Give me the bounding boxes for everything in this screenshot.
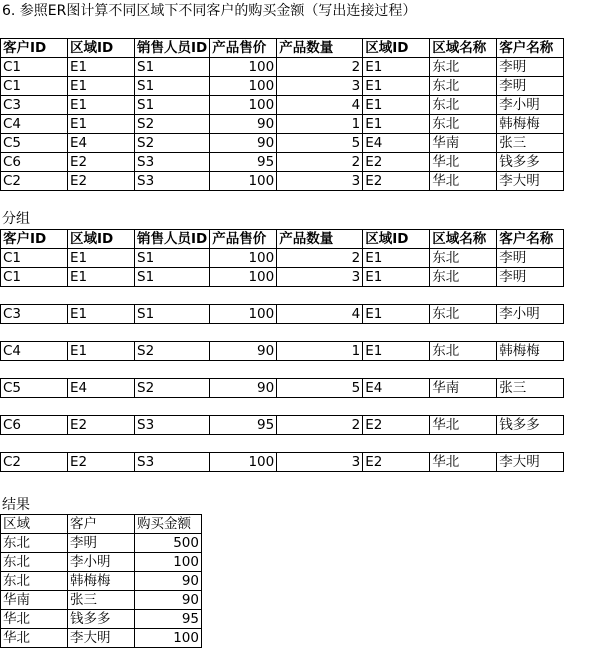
table-cell: 华北 [430, 172, 497, 191]
group-row [1, 268, 564, 287]
table-cell: S3 [135, 172, 210, 191]
header-cell: 客户ID [1, 39, 68, 58]
header-cell: 产品售价 [210, 230, 277, 249]
table-cell: 100 [210, 268, 277, 287]
header-cell: 区域ID [68, 230, 135, 249]
spacer-cell [363, 324, 430, 342]
table-row [1, 134, 564, 153]
result-cell: 韩梅梅 [68, 572, 135, 591]
table-cell: E2 [363, 416, 430, 435]
spacer-cell [135, 398, 210, 416]
table-cell: C6 [1, 416, 68, 435]
table-cell: 华北 [430, 453, 497, 472]
table-cell: 5 [277, 134, 363, 153]
table-cell: S3 [135, 416, 210, 435]
result-row [1, 553, 202, 572]
result-row [1, 534, 202, 553]
header-cell: 区域ID [363, 39, 430, 58]
spacer-cell [497, 435, 564, 453]
group-row [1, 453, 564, 472]
spacer-cell [363, 435, 430, 453]
spacer-cell [430, 287, 497, 305]
table-cell: E4 [68, 379, 135, 398]
table-cell: 东北 [430, 77, 497, 96]
table-cell: 5 [277, 379, 363, 398]
spacer-cell [1, 435, 68, 453]
result-header-cell: 购买金额 [135, 515, 202, 534]
table-cell: C5 [1, 134, 68, 153]
table-cell: S1 [135, 96, 210, 115]
table-cell: 2 [277, 416, 363, 435]
table-cell: 100 [210, 305, 277, 324]
table-cell: E1 [363, 305, 430, 324]
table-cell: C4 [1, 342, 68, 361]
table-cell: 90 [210, 379, 277, 398]
result-row [1, 572, 202, 591]
table-cell: C3 [1, 305, 68, 324]
table-cell: 100 [210, 58, 277, 77]
spacer-cell [277, 324, 363, 342]
header-cell: 产品数量 [277, 230, 363, 249]
header-cell: 销售人员ID [135, 39, 210, 58]
table-cell: S3 [135, 453, 210, 472]
spacer-cell [363, 361, 430, 379]
table-cell: 95 [210, 416, 277, 435]
result-cell: 100 [135, 629, 202, 648]
header-cell: 区域名称 [430, 39, 497, 58]
table-cell: 东北 [430, 342, 497, 361]
group-label: 分组 [2, 211, 30, 227]
table-cell: 100 [210, 249, 277, 268]
table-cell: 李明 [497, 77, 564, 96]
spacer-cell [277, 435, 363, 453]
table-cell: 100 [210, 77, 277, 96]
table-cell: E2 [68, 453, 135, 472]
table-cell: 2 [277, 58, 363, 77]
spacer-cell [497, 324, 564, 342]
spacer-cell [1, 324, 68, 342]
table-cell: 1 [277, 115, 363, 134]
table-cell: 1 [277, 342, 363, 361]
spacer-cell [1, 398, 68, 416]
group-row [1, 379, 564, 398]
table-cell: C1 [1, 249, 68, 268]
table-cell: E2 [363, 453, 430, 472]
spacer-cell [1, 361, 68, 379]
table-cell: E4 [363, 134, 430, 153]
spacer-cell [430, 398, 497, 416]
table-cell: C6 [1, 153, 68, 172]
table-cell: 东北 [430, 96, 497, 115]
header-cell: 客户名称 [497, 39, 564, 58]
group-spacer-row [1, 361, 564, 379]
table-row [1, 115, 564, 134]
table-cell: 李大明 [497, 453, 564, 472]
spacer-cell [363, 287, 430, 305]
group-row [1, 416, 564, 435]
table-cell: C2 [1, 453, 68, 472]
table-cell: 华南 [430, 134, 497, 153]
table-cell: E2 [363, 172, 430, 191]
table-cell: S1 [135, 58, 210, 77]
table-cell: 东北 [430, 305, 497, 324]
header-cell: 销售人员ID [135, 230, 210, 249]
table-cell: S3 [135, 153, 210, 172]
result-cell: 李明 [68, 534, 135, 553]
result-cell: 张三 [68, 591, 135, 610]
table-cell: S1 [135, 268, 210, 287]
table-cell: 华北 [430, 153, 497, 172]
table-cell: 韩梅梅 [497, 342, 564, 361]
table-cell: 95 [210, 153, 277, 172]
table-cell: C4 [1, 115, 68, 134]
table-cell: E1 [68, 249, 135, 268]
result-cell: 100 [135, 553, 202, 572]
table-cell: 2 [277, 153, 363, 172]
group-row [1, 342, 564, 361]
grouped-table [0, 229, 564, 472]
table-cell: S2 [135, 379, 210, 398]
spacer-cell [68, 287, 135, 305]
table-cell: 张三 [497, 379, 564, 398]
table-cell: E1 [363, 249, 430, 268]
spacer-cell [497, 398, 564, 416]
header-cell: 产品售价 [210, 39, 277, 58]
spacer-cell [497, 361, 564, 379]
result-cell: 李小明 [68, 553, 135, 572]
table-cell: E1 [363, 342, 430, 361]
result-cell: 东北 [1, 553, 68, 572]
table-cell: S1 [135, 77, 210, 96]
spacer-cell [135, 287, 210, 305]
table-cell: E4 [363, 379, 430, 398]
spacer-cell [497, 287, 564, 305]
spacer-cell [430, 435, 497, 453]
group-spacer-row [1, 398, 564, 416]
spacer-cell [430, 324, 497, 342]
question-title: 6. 参照ER图计算不同区域下不同客户的购买金额（写出连接过程） [2, 3, 417, 19]
table-cell: C2 [1, 172, 68, 191]
table-cell: S2 [135, 342, 210, 361]
table-cell: 钱多多 [497, 416, 564, 435]
spacer-cell [210, 361, 277, 379]
table-cell: 韩梅梅 [497, 115, 564, 134]
result-cell: 华南 [1, 591, 68, 610]
table-cell: S1 [135, 249, 210, 268]
spacer-cell [277, 287, 363, 305]
table-cell: E1 [68, 96, 135, 115]
table-cell: 李小明 [497, 96, 564, 115]
table-cell: 东北 [430, 268, 497, 287]
joined-table [0, 38, 564, 191]
table-row [1, 172, 564, 191]
table-cell: 钱多多 [497, 153, 564, 172]
table-cell: E1 [363, 115, 430, 134]
table-cell: 华北 [430, 416, 497, 435]
table-cell: C1 [1, 77, 68, 96]
table-cell: E1 [68, 77, 135, 96]
spacer-cell [68, 398, 135, 416]
header-cell: 客户名称 [497, 230, 564, 249]
result-table [0, 514, 202, 648]
table-cell: E4 [68, 134, 135, 153]
table-cell: 2 [277, 249, 363, 268]
table-cell: 90 [210, 134, 277, 153]
spacer-cell [135, 435, 210, 453]
table-cell: E2 [68, 172, 135, 191]
table-cell: E1 [363, 58, 430, 77]
table-cell: E1 [68, 305, 135, 324]
table-cell: 3 [277, 453, 363, 472]
spacer-cell [430, 361, 497, 379]
joined-header-row [1, 39, 564, 58]
table-cell: 张三 [497, 134, 564, 153]
result-label: 结果 [2, 497, 30, 513]
table-cell: E2 [363, 153, 430, 172]
table-cell: 李明 [497, 58, 564, 77]
table-cell: C1 [1, 268, 68, 287]
group-header-row [1, 230, 564, 249]
spacer-cell [68, 324, 135, 342]
header-cell: 区域ID [363, 230, 430, 249]
table-cell: 100 [210, 96, 277, 115]
table-cell: E1 [363, 268, 430, 287]
spacer-cell [210, 287, 277, 305]
result-cell: 500 [135, 534, 202, 553]
table-row [1, 153, 564, 172]
table-cell: 90 [210, 115, 277, 134]
table-cell: E2 [68, 153, 135, 172]
spacer-cell [68, 361, 135, 379]
table-cell: E1 [68, 115, 135, 134]
table-cell: 100 [210, 453, 277, 472]
table-cell: S1 [135, 305, 210, 324]
spacer-cell [277, 361, 363, 379]
table-row [1, 77, 564, 96]
result-header-row [1, 515, 202, 534]
spacer-cell [135, 324, 210, 342]
table-cell: 3 [277, 172, 363, 191]
table-cell: 3 [277, 268, 363, 287]
spacer-cell [277, 398, 363, 416]
table-cell: 90 [210, 342, 277, 361]
table-cell: E1 [363, 96, 430, 115]
result-cell: 东北 [1, 572, 68, 591]
table-cell: C3 [1, 96, 68, 115]
table-cell: S2 [135, 115, 210, 134]
table-cell: E2 [68, 416, 135, 435]
result-row [1, 629, 202, 648]
group-spacer-row [1, 287, 564, 305]
table-cell: C1 [1, 58, 68, 77]
table-row [1, 96, 564, 115]
result-cell: 李大明 [68, 629, 135, 648]
table-cell: 东北 [430, 249, 497, 268]
result-row [1, 591, 202, 610]
table-cell: 李明 [497, 249, 564, 268]
spacer-cell [363, 398, 430, 416]
table-cell: 李大明 [497, 172, 564, 191]
table-cell: 东北 [430, 58, 497, 77]
result-cell: 东北 [1, 534, 68, 553]
spacer-cell [68, 435, 135, 453]
table-cell: 4 [277, 305, 363, 324]
header-cell: 客户ID [1, 230, 68, 249]
result-cell: 华北 [1, 610, 68, 629]
table-cell: 3 [277, 77, 363, 96]
spacer-cell [135, 361, 210, 379]
result-header-cell: 客户 [68, 515, 135, 534]
result-header-cell: 区域 [1, 515, 68, 534]
table-cell: 东北 [430, 115, 497, 134]
header-cell: 区域名称 [430, 230, 497, 249]
table-cell: 华南 [430, 379, 497, 398]
spacer-cell [210, 435, 277, 453]
table-cell: 100 [210, 172, 277, 191]
spacer-cell [210, 398, 277, 416]
table-cell: E1 [68, 268, 135, 287]
result-row [1, 610, 202, 629]
result-cell: 华北 [1, 629, 68, 648]
result-cell: 90 [135, 591, 202, 610]
header-cell: 区域ID [68, 39, 135, 58]
result-cell: 90 [135, 572, 202, 591]
group-row [1, 305, 564, 324]
table-cell: E1 [68, 342, 135, 361]
group-row [1, 249, 564, 268]
header-cell: 产品数量 [277, 39, 363, 58]
group-spacer-row [1, 324, 564, 342]
table-row [1, 58, 564, 77]
result-cell: 95 [135, 610, 202, 629]
table-cell: S2 [135, 134, 210, 153]
table-cell: 李小明 [497, 305, 564, 324]
spacer-cell [210, 324, 277, 342]
group-spacer-row [1, 435, 564, 453]
table-cell: C5 [1, 379, 68, 398]
spacer-cell [1, 287, 68, 305]
table-cell: E1 [363, 77, 430, 96]
table-cell: 4 [277, 96, 363, 115]
table-cell: 李明 [497, 268, 564, 287]
result-cell: 钱多多 [68, 610, 135, 629]
table-cell: E1 [68, 58, 135, 77]
